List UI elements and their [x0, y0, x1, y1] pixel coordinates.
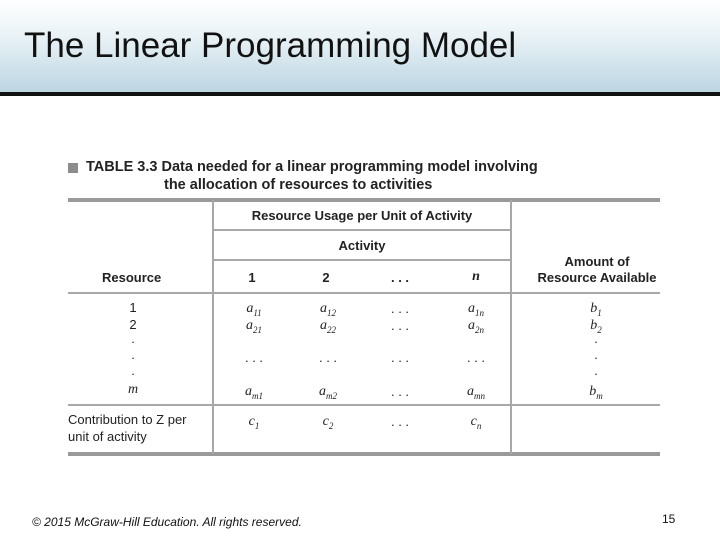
coef-a2n: $a_{2n}$: [468, 318, 484, 335]
activity-col-1: 1: [248, 270, 256, 285]
table-bottom-rule: [68, 452, 660, 456]
resource-label-1: 1: [129, 300, 137, 315]
resource-label-2: 2: [129, 317, 137, 332]
contrib-c1: $c_1$: [248, 414, 260, 431]
coef-a22: $a_{22}$: [320, 318, 336, 335]
activity-col-ellipsis: . . .: [390, 270, 410, 285]
col1-ellipsis: . . .: [244, 350, 264, 365]
body-bottom-rule: [68, 404, 660, 406]
resource-label-dot2: .: [131, 347, 135, 362]
contrib-ellipsis: . . .: [390, 414, 410, 429]
avail-dot3: .: [594, 363, 598, 378]
contrib-c2: $c_2$: [322, 414, 334, 431]
coef-am2: $a_{m2}$: [319, 384, 337, 401]
resource-label-m: m: [127, 382, 139, 397]
coef-a11: $a_{11}$: [246, 301, 262, 318]
activity-header-rule: [213, 259, 511, 261]
header-bottom-rule: [68, 292, 660, 294]
row1-ellipsis: . . .: [390, 301, 410, 316]
coln-ellipsis: . . .: [466, 350, 486, 365]
avail-b2: $b_2$: [590, 318, 602, 335]
avail-b1: $b_1$: [590, 301, 602, 318]
middle-ellipsis: . . .: [390, 350, 410, 365]
page-number: 15: [662, 512, 676, 526]
group-header: Resource Usage per Unit of Activity: [251, 208, 473, 223]
table-top-rule: [68, 198, 660, 202]
contrib-cn: $c_n$: [470, 414, 482, 431]
coef-am1: $a_{m1}$: [245, 384, 263, 401]
coef-a12: $a_{12}$: [320, 301, 336, 318]
avail-dot1: .: [594, 331, 598, 346]
resource-header: Resource: [102, 270, 162, 285]
row2-ellipsis: . . .: [390, 318, 410, 333]
coef-amn: $a_{mn}$: [467, 384, 485, 401]
slide-header: [0, 0, 720, 96]
group-header-rule: [213, 229, 511, 231]
coef-a21: $a_{21}$: [246, 318, 262, 335]
contribution-label-line1: Contribution to Z per: [68, 412, 187, 427]
activity-col-n: n: [472, 269, 480, 284]
avail-bm: $b_m$: [589, 384, 603, 401]
resource-label-dot1: .: [131, 331, 135, 346]
coef-a1n: $a_{1n}$: [468, 301, 484, 318]
activity-header: Activity: [338, 238, 386, 253]
table-caption-text1: Data needed for a linear programming model involving: [161, 159, 538, 175]
resource-label-dot3: .: [131, 363, 135, 378]
contribution-label-line2: unit of activity: [68, 429, 147, 444]
slide-title: The Linear Programming Model: [24, 26, 517, 65]
activity-col-2: 2: [322, 270, 330, 285]
rowm-ellipsis: . . .: [390, 384, 410, 399]
avail-dot2: .: [594, 347, 598, 362]
table-caption-line2: the allocation of resources to activities: [164, 177, 433, 193]
square-bullet-icon: [68, 163, 78, 173]
amount-header-line2: Resource Available: [537, 270, 657, 285]
col2-ellipsis: . . .: [318, 350, 338, 365]
copyright-footer: © 2015 McGraw-Hill Education. All rights reserved.: [32, 515, 302, 529]
amount-header-line1: Amount of: [564, 254, 630, 269]
table-number: TABLE 3.3: [86, 159, 158, 175]
table-caption-line1: [86, 158, 538, 176]
